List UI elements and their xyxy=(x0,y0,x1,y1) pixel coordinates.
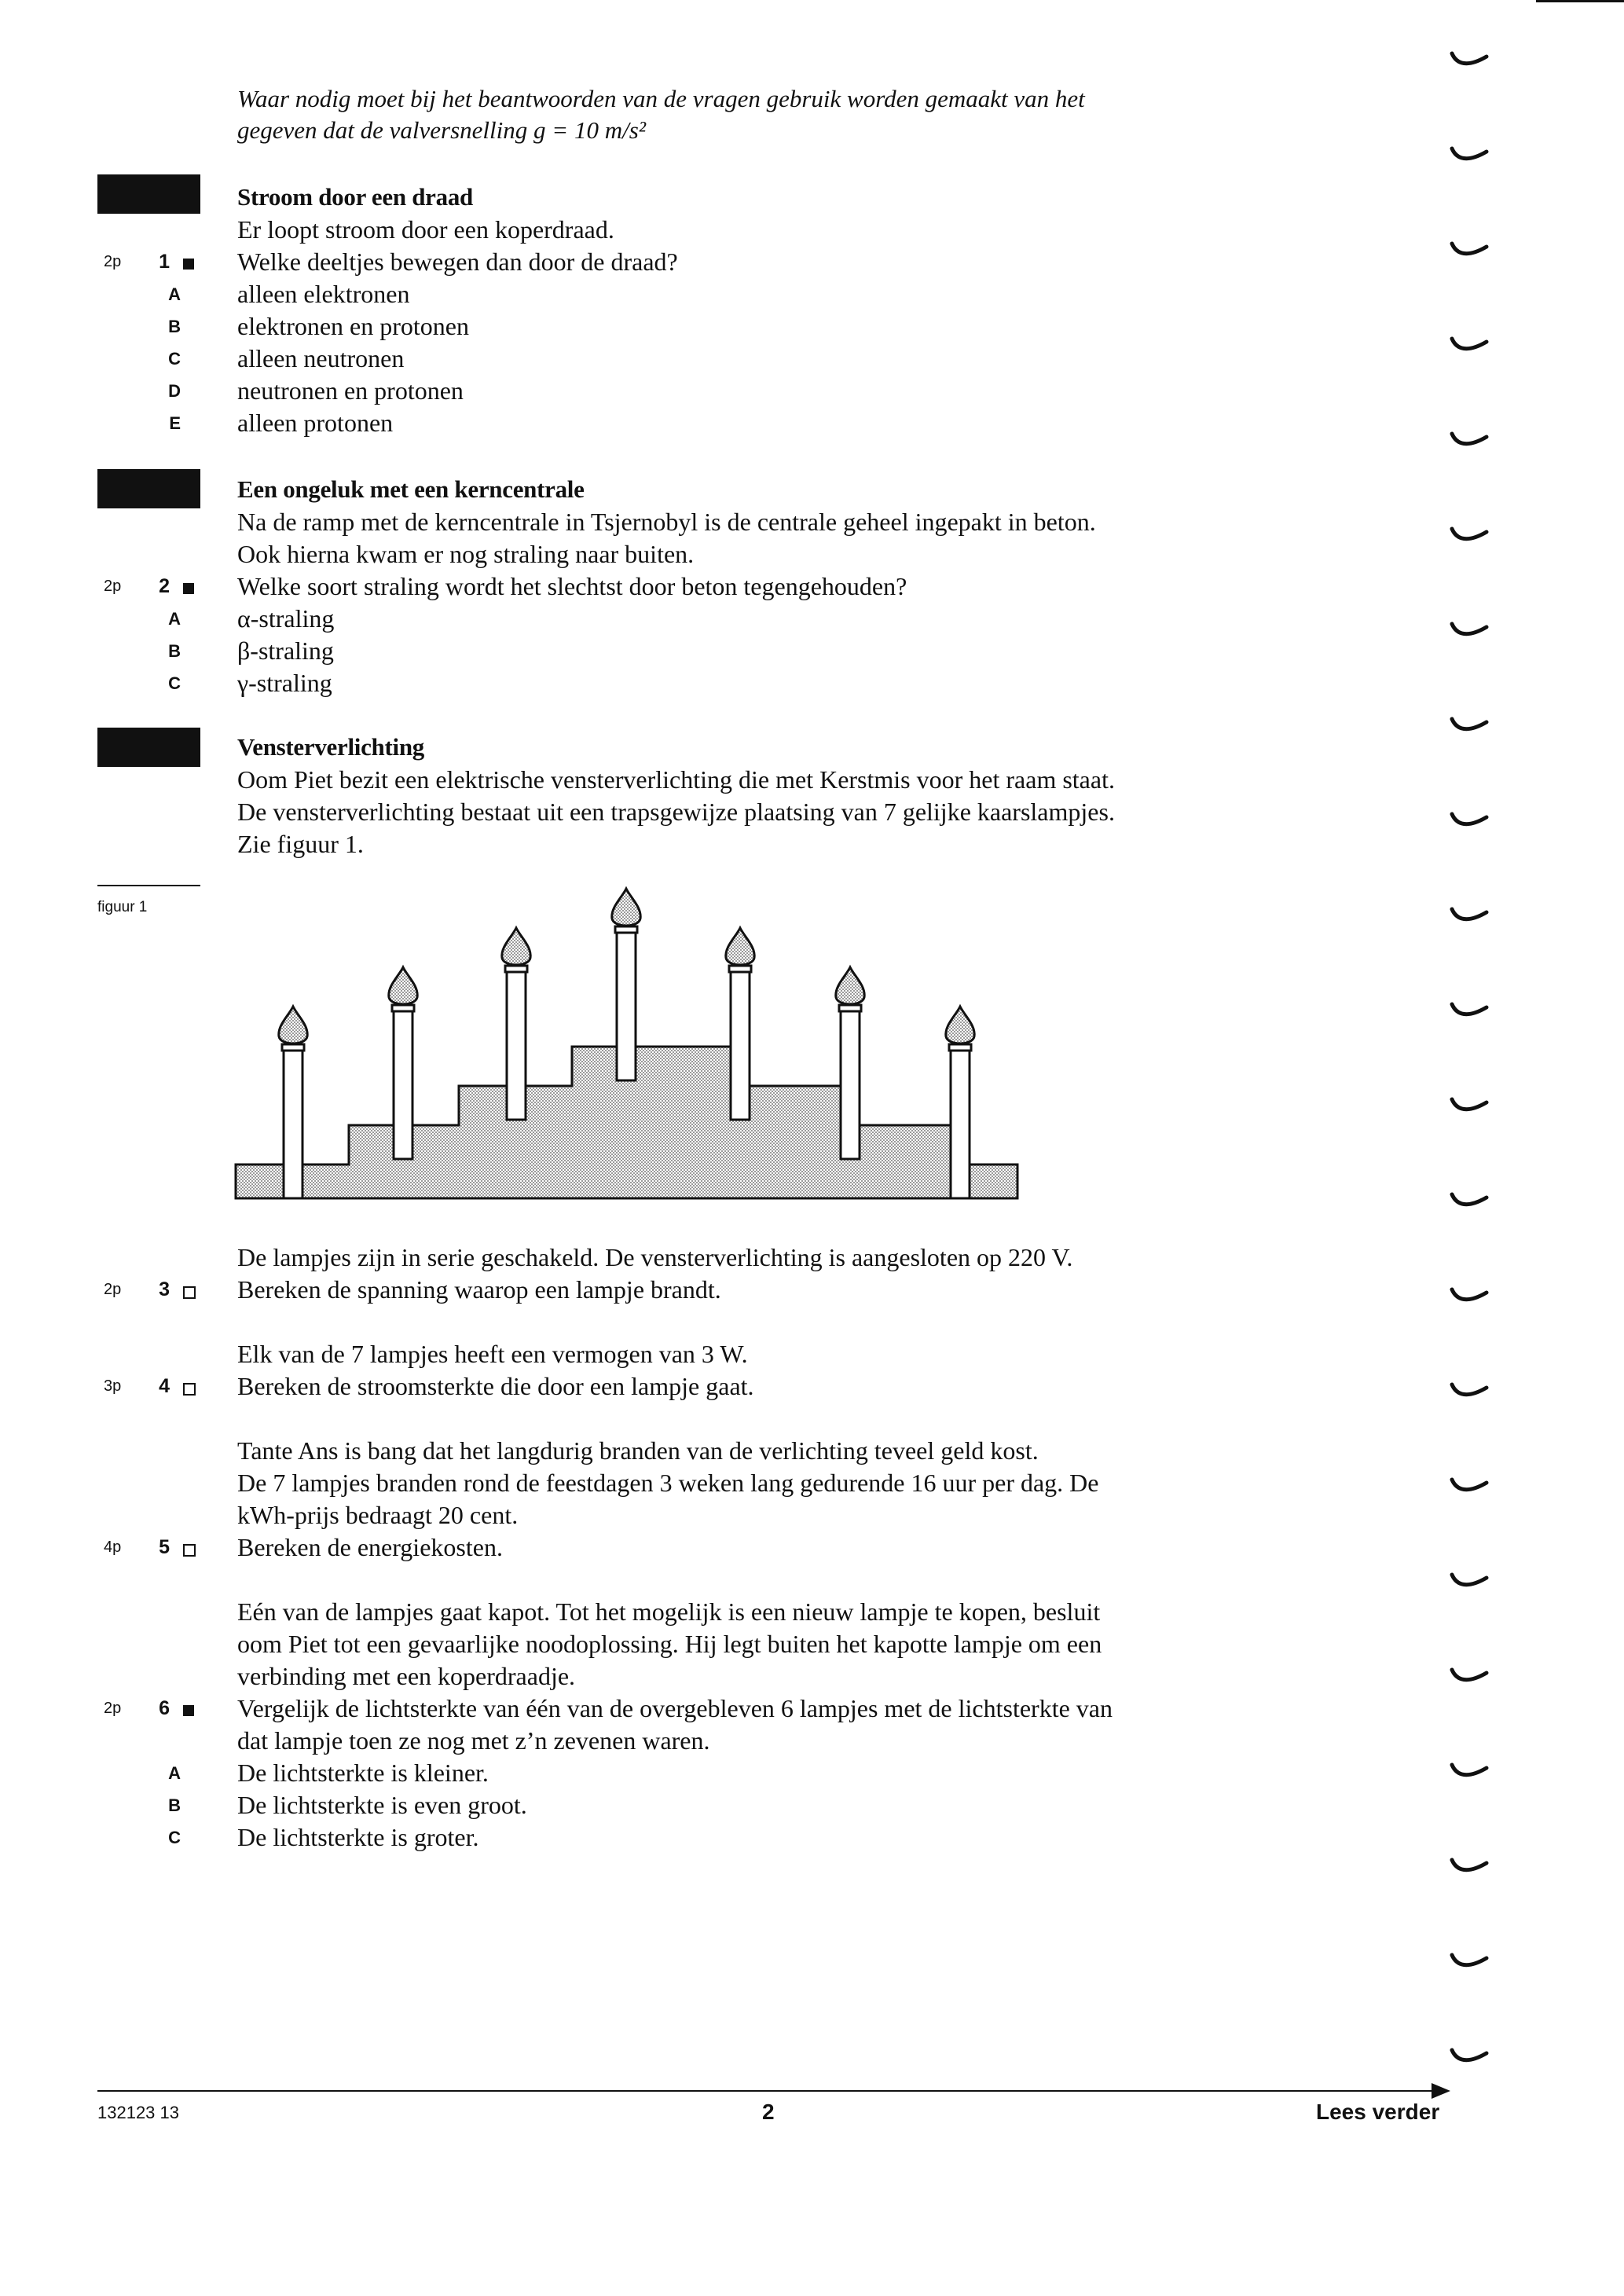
q1-option-c-letter: C xyxy=(168,349,181,369)
q4-question: Bereken de stroomsterkte die door een lampje gaat. xyxy=(237,1372,754,1400)
candle-flame-icon xyxy=(946,1007,974,1043)
q2-number: 2 xyxy=(159,575,170,597)
section-title-1: Stroom door een draad xyxy=(237,183,473,211)
q6-question-line-1: Vergelijk de lichtsterkte van één van de overgebleven 6 lampjes met de lichtsterkte van xyxy=(237,1694,1113,1722)
check-mark-column xyxy=(1452,53,1487,2060)
figure-rule xyxy=(97,885,200,886)
candle-lamp xyxy=(389,967,417,1159)
q6-option-c-letter: C xyxy=(168,1828,181,1847)
q1-option-c: alleen neutronen xyxy=(237,344,405,372)
page-number: 2 xyxy=(762,2100,775,2124)
section-3-text-d3: verbinding met een koperdraadje. xyxy=(237,1662,576,1690)
q4-points: 3p xyxy=(104,1377,122,1395)
binding-check-mark xyxy=(1452,1955,1487,1965)
candle-socket xyxy=(949,1044,971,1051)
q6-number: 6 xyxy=(159,1697,170,1719)
candle-flame-icon xyxy=(279,1007,307,1043)
q2-option-b: β-straling xyxy=(237,636,334,665)
section-marker-2 xyxy=(97,469,200,508)
binding-marks xyxy=(1446,31,1532,2294)
candle-body xyxy=(731,969,750,1120)
section-3-text-a: De lampjes zijn in serie geschakeld. De vensterverlichting is aangesloten op 220 V. xyxy=(237,1243,1073,1271)
binding-check-mark xyxy=(1452,814,1487,824)
q6-points: 2p xyxy=(104,1700,122,1717)
section-3-intro-3: Zie figuur 1. xyxy=(237,830,364,858)
candle-lamp xyxy=(836,967,864,1159)
candle-body xyxy=(394,1008,412,1159)
continue-label: Lees verder xyxy=(1316,2100,1440,2124)
candle-body xyxy=(841,1008,860,1159)
q2-option-a: α-straling xyxy=(237,604,335,633)
q3-number: 3 xyxy=(159,1278,170,1300)
binding-check-mark xyxy=(1452,244,1487,254)
binding-check-mark xyxy=(1452,1194,1487,1205)
section-3-text-c2: De 7 lampjes branden rond de feestdagen 3 weken lang gedurende 16 uur per dag. De xyxy=(237,1469,1099,1497)
q2-option-c: γ-straling xyxy=(237,669,332,697)
binding-check-mark xyxy=(1452,2050,1487,2060)
q2-option-b-letter: B xyxy=(168,641,181,661)
binding-check-mark xyxy=(1452,1480,1487,1490)
candle-flame-icon xyxy=(612,889,640,926)
q1-option-e-letter: E xyxy=(169,413,181,433)
section-2-intro-2: Ook hierna kwam er nog straling naar buiten. xyxy=(237,540,695,568)
q2-question: Welke soort straling wordt het slechtst door beton tegengehouden? xyxy=(237,572,907,600)
candle-socket xyxy=(839,1005,861,1011)
candle-body xyxy=(507,969,526,1120)
q5-points: 4p xyxy=(104,1539,122,1556)
q6-option-a: De lichtsterkte is kleiner. xyxy=(237,1759,489,1787)
section-3-intro-2: De vensterverlichting bestaat uit een trapsgewijze plaatsing van 7 gelijke kaarslampjes. xyxy=(237,798,1115,826)
corner-rule xyxy=(1536,0,1624,2)
binding-check-mark xyxy=(1452,909,1487,919)
section-marker-3 xyxy=(97,728,200,767)
binding-check-mark xyxy=(1452,434,1487,444)
section-3-text-c1: Tante Ans is bang dat het langdurig branden van de verlichting teveel geld kost. xyxy=(237,1436,1039,1465)
section-3-text-d1: Eén van de lampjes gaat kapot. Tot het mogelijk is een nieuw lampje te kopen, besluit xyxy=(237,1597,1101,1626)
q1-multiple-choice-marker xyxy=(183,259,194,270)
section-title-3: Vensterverlichting xyxy=(237,733,424,761)
candle-body xyxy=(951,1047,970,1198)
candle-lamp xyxy=(946,1007,974,1198)
q6-option-c: De lichtsterkte is groter. xyxy=(237,1823,479,1851)
q5-question: Bereken de energiekosten. xyxy=(237,1533,503,1561)
q1-option-a: alleen elektronen xyxy=(237,280,410,308)
q2-points: 2p xyxy=(104,578,122,595)
q6-option-a-letter: A xyxy=(168,1763,181,1783)
candle-socket xyxy=(505,966,527,972)
candle-socket xyxy=(392,1005,414,1011)
binding-check-mark xyxy=(1452,1860,1487,1870)
section-3-intro-1: Oom Piet bezit een elektrische vensterverlichting die met Kerstmis voor het raam staat. xyxy=(237,765,1115,794)
section-3-text-b: Elk van de 7 lampjes heeft een vermogen van 3 W. xyxy=(237,1340,748,1368)
binding-check-mark xyxy=(1452,1765,1487,1775)
q6-question-line-2: dat lampje toen ze nog met z’n zevenen waren. xyxy=(237,1726,710,1755)
candle-socket xyxy=(615,926,637,933)
q1-question: Welke deeltjes bewegen dan door de draad? xyxy=(237,248,678,276)
q1-number: 1 xyxy=(159,251,170,273)
binding-check-mark xyxy=(1452,53,1487,64)
q3-points: 2p xyxy=(104,1281,122,1298)
binding-check-mark xyxy=(1452,149,1487,159)
candle-flame-icon xyxy=(726,928,754,965)
candle-socket xyxy=(282,1044,304,1051)
candle-flame-icon xyxy=(836,967,864,1004)
binding-check-mark xyxy=(1452,1004,1487,1014)
q6-option-b-letter: B xyxy=(168,1795,181,1815)
candle-lamp xyxy=(279,1007,307,1198)
candle-lamp xyxy=(612,889,640,1080)
section-marker-1 xyxy=(97,174,200,214)
binding-check-mark xyxy=(1452,529,1487,539)
q1-option-b-letter: B xyxy=(168,317,181,336)
q2-option-a-letter: A xyxy=(168,609,181,629)
candle-body xyxy=(284,1047,302,1198)
q6-multiple-choice-marker xyxy=(183,1705,194,1716)
q1-option-e: alleen protonen xyxy=(237,409,394,437)
binding-check-mark xyxy=(1452,624,1487,634)
intro-text xyxy=(237,83,1322,146)
candle-flame-icon xyxy=(502,928,530,965)
q2-multiple-choice-marker xyxy=(183,583,194,594)
figure-label: figuur 1 xyxy=(97,899,148,915)
candle-socket xyxy=(729,966,751,972)
q1-option-b: elektronen en protonen xyxy=(237,312,469,340)
binding-check-mark xyxy=(1452,1099,1487,1109)
q5-number: 5 xyxy=(159,1536,170,1558)
section-1-intro: Er loopt stroom door een koperdraad. xyxy=(237,215,614,244)
section-title-2: Een ongeluk met een kerncentrale xyxy=(237,475,585,503)
binding-check-mark xyxy=(1452,1670,1487,1680)
q5-open-question-marker xyxy=(183,1544,196,1557)
q6-option-b: De lichtsterkte is even groot. xyxy=(237,1791,527,1819)
candle-body xyxy=(617,930,636,1080)
candle-lamp xyxy=(502,928,530,1120)
q1-option-a-letter: A xyxy=(168,284,181,304)
q3-open-question-marker xyxy=(183,1286,196,1299)
q1-option-d: neutronen en protonen xyxy=(237,376,464,405)
q3-question: Bereken de spanning waarop een lampje brandt. xyxy=(237,1275,721,1304)
q2-option-c-letter: C xyxy=(168,673,181,693)
section-2-intro-1: Na de ramp met de kerncentrale in Tsjernobyl is de centrale geheel ingepakt in beton. xyxy=(237,508,1096,536)
section-3-text-c3: kWh-prijs bedraagt 20 cent. xyxy=(237,1501,519,1529)
binding-check-mark xyxy=(1452,719,1487,729)
candle-lamp xyxy=(726,928,754,1120)
candle-flame-icon xyxy=(389,967,417,1004)
binding-check-mark xyxy=(1452,1289,1487,1300)
footer-rule xyxy=(97,2090,1433,2092)
q4-open-question-marker xyxy=(183,1383,196,1396)
intro-line-1: Waar nodig moet bij het beantwoorden van de vragen gebruik worden gemaakt van het xyxy=(237,85,1085,112)
q1-option-d-letter: D xyxy=(168,381,181,401)
intro-line-2: gegeven dat de valversnelling g = 10 m/s² xyxy=(237,116,647,144)
q1-points: 2p xyxy=(104,253,122,270)
binding-check-mark xyxy=(1452,1575,1487,1585)
binding-check-mark xyxy=(1452,339,1487,349)
section-3-text-d2: oom Piet tot een gevaarlijke noodoplossing. Hij legt buiten het kapotte lampje om een xyxy=(237,1630,1102,1658)
binding-check-mark xyxy=(1452,1385,1487,1395)
exam-code: 132123 13 xyxy=(97,2103,179,2122)
candle-arch-figure xyxy=(228,880,1037,1210)
q4-number: 4 xyxy=(159,1375,170,1397)
